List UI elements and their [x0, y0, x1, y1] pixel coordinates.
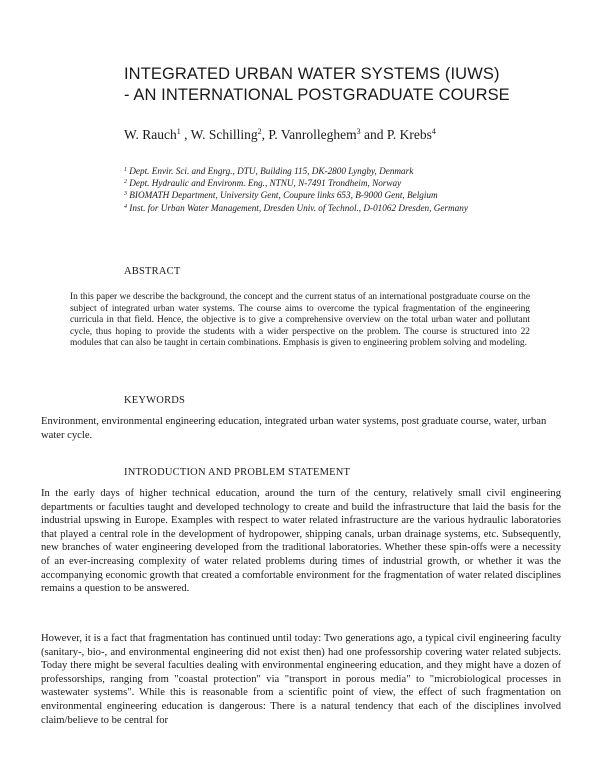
author-list	[124, 127, 436, 143]
author-name: P. Vanrolleghem	[268, 127, 357, 142]
introduction-paragraph-1: In the early days of higher technical education, around the turn of the century, relatively small civil engineering departments or faculties taught and developed technology to create and build the infrastructure that laid the basis for the industrial upswing in Europe. Examples with respect to water related infrastructure are the various hydraulic laboratories that played a central role in the development of hydropower, shipping canals, urban drainage systems, etc. Subsequently, new branches of water engineering developed from the traditional laboratories. Whether these spin-offs were a necessity of an ever-increasing complexity of water related problems during times of industrial growth, or whether it was the accompanying economic growth that created a comfortable environment for the fragmentation of water related disciplines remains a question to be answered.	[41, 488, 561, 595]
author-name: W. Schilling	[190, 127, 258, 142]
paper-title	[124, 64, 564, 106]
introduction-heading: INTRODUCTION AND PROBLEM STATEMENT	[124, 467, 351, 478]
affiliation-text: Dept. Envir. Sci. and Engrg., DTU, Building 115, DK-2800 Lyngby, Denmark	[127, 166, 414, 176]
affiliation-text: Inst. for Urban Water Management, Dresden Univ. of Technol., D-01062 Dresden, Germany	[127, 202, 468, 213]
title-line-1: INTEGRATED URBAN WATER SYSTEMS (IUWS)	[124, 65, 500, 83]
author-affiliation-mark: 4	[431, 127, 436, 136]
author-affiliation-mark: 2	[257, 127, 262, 136]
affiliation-text: BIOMATH Department, University Gent, Coupure links 653, B-9000 Gent, Belgium	[127, 190, 438, 201]
keywords-text: Environment, environmental engineering education, integrated urban water systems, post graduate course, water, urban water cycle.	[41, 416, 547, 441]
affiliation-item	[124, 189, 468, 201]
author-separator: ,	[261, 127, 269, 142]
author-name: P. Krebs	[386, 127, 432, 142]
abstract-heading: ABSTRACT	[124, 266, 181, 277]
introduction-paragraph-2: However, it is a fact that fragmentation has continued until today: Two generations ago, a typical civil engineering faculty (sanitary-, bio-, and environmental engineering did not exist then) had one professorship covering water related subjects. Today there might be several faculties dealing with environmental engineering education, and they might have a dozen of professorships, ranging from "coastal protection" via "transport in porous media" to "microbiological processes in wastewater systems". While this is reasonable from a scientific point of view, the effect of such fragmentation on environmental engineering education is dangerous: There is a natural tendency that each of the disciplines involved claim/believe to be central for	[41, 633, 561, 726]
affiliation-item	[124, 202, 468, 214]
affiliation-mark: 4	[124, 203, 127, 210]
affiliation-mark: 3	[124, 191, 127, 198]
affiliation-list	[124, 165, 468, 214]
author-separator: ,	[180, 127, 191, 142]
keywords-heading: KEYWORDS	[124, 395, 186, 406]
author-name: W. Rauch	[124, 127, 177, 142]
author-affiliation-mark: 1	[176, 127, 181, 136]
affiliation-mark: 2	[124, 179, 127, 186]
abstract-text: In this paper we describe the background, the concept and the current status of an international postgraduate course on the subject of integrated urban water systems. The course aims to overcome the typical fragmentation of the engineering curricula in that field. Hence, the objective is to give a comprehensive overview on the total urban water and pollutant cycle, thus hoping to provide the students with a wider perspective on the problem. The course is structured into 22 modules that can also be taught in certain combinations. Emphasis is given to engineering problem solving and modeling.	[70, 292, 530, 348]
affiliation-item	[124, 165, 468, 177]
affiliation-mark: 1	[124, 167, 127, 173]
affiliation-item	[124, 177, 468, 189]
author-separator: and	[360, 127, 387, 142]
author-affiliation-mark: 3	[356, 127, 361, 136]
affiliation-text: Dept. Hydraulic and Environm. Eng., NTNU, N-7491 Trondheim, Norway	[127, 178, 402, 189]
title-line-2: - AN INTERNATIONAL POSTGRADUATE COURSE	[124, 86, 510, 104]
